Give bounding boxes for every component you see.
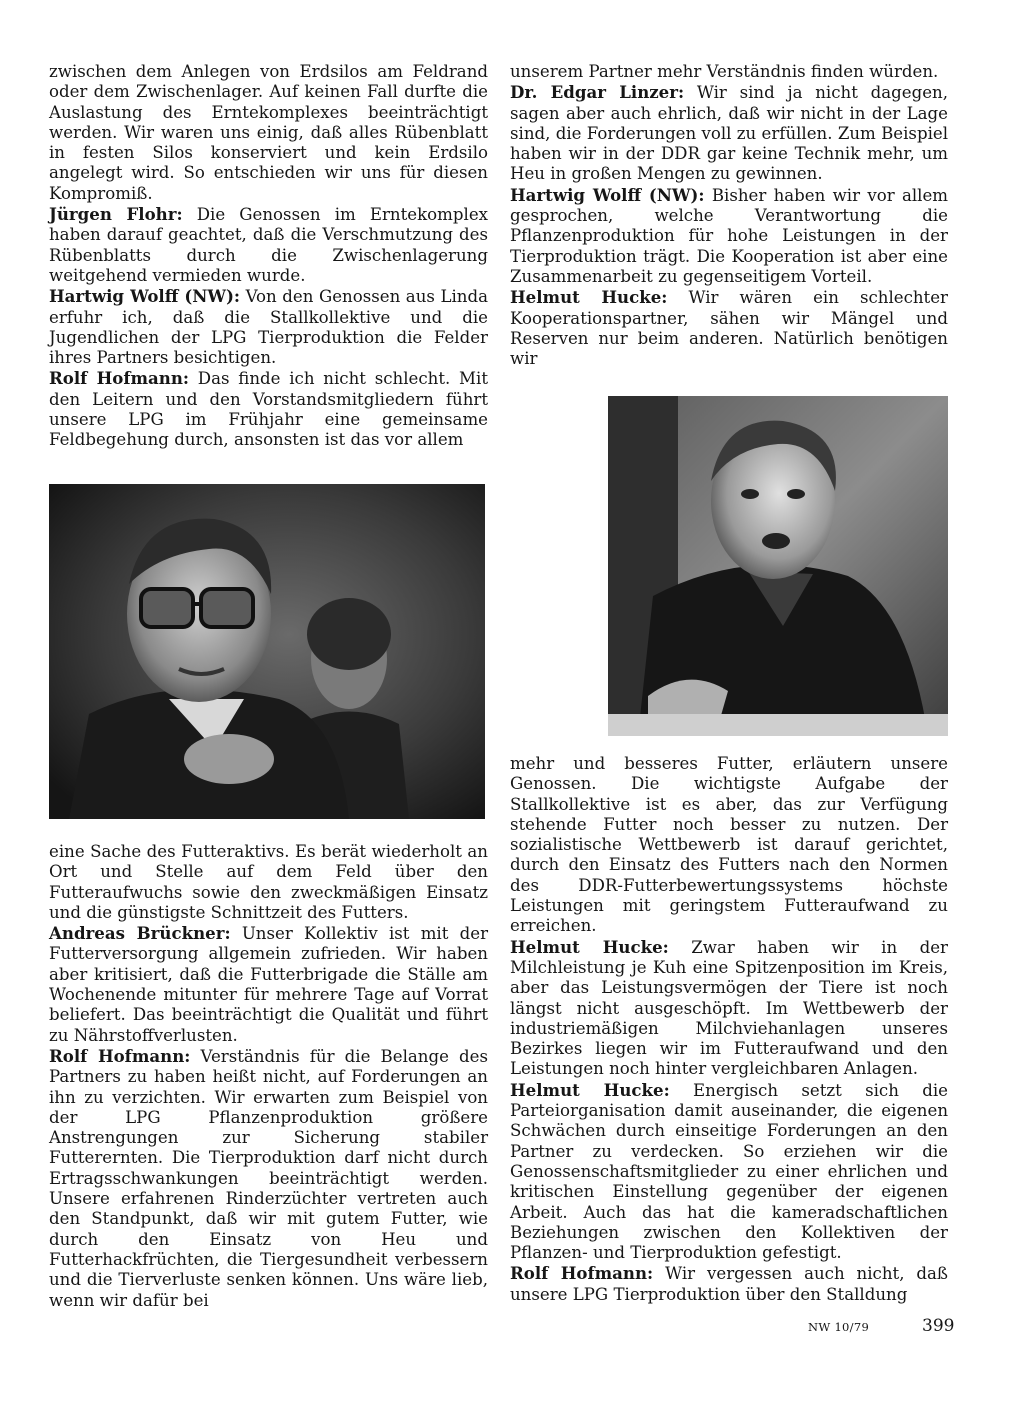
speaker-name: Helmut Hucke:: [510, 936, 669, 957]
paragraph: [510, 754, 948, 937]
paragraph: [49, 1046, 488, 1311]
paragraph-text: Zwar haben wir in der Milchleistung je Kuh eine Spitzenposition im Kreis, aber das Leistungsvermögen der Tiere ist noch längst nicht ausgeschöpft. Im Wettbewerb der industriemäßigen Milchviehanlagen unseres Bezirkes liegen wir im Futteraufwand und den Leistungen noch hinter vergleichbaren Anlagen.: [510, 937, 948, 1079]
paragraph: [49, 368, 488, 450]
paragraph: [49, 62, 488, 204]
left-column-top: [49, 62, 488, 451]
right-column-bottom: [510, 754, 948, 1305]
photo-man-with-glasses: [49, 484, 485, 819]
page-number: 399: [922, 1316, 955, 1336]
paragraph: [510, 287, 948, 369]
paragraph-text: Wir wären ein schlechter Kooperationspartner, sähen wir Mängel und Reserven nur beim anderen. Natürlich benötigen wir: [510, 288, 948, 369]
paragraph-text: Die Genossen im Erntekomplex haben darauf geachtet, daß die Verschmutzung des Rübenblatts durch die Zwischenlagerung weitgehend vermieden wurde.: [49, 205, 488, 285]
paragraph-text: Energisch setzt sich die Parteiorganisation damit auseinander, die eigenen Schwächen durch einseitige Forderungen an den Partner zu verdecken. So erziehen wir die Genossenschaftsmitglieder zu einer ehrlichen und kritischen Einstellung gegenüber der eigenen Arbeit. Auch das hat die kameradschaftlichen Beziehungen zwischen den Kollektiven der Pflanzen- und Tierproduktion gefestigt.: [510, 1080, 948, 1263]
speaker-name: Rolf Hofmann:: [49, 368, 190, 389]
paragraph: [510, 1080, 948, 1264]
paragraph: [49, 842, 488, 923]
speaker-name: Rolf Hofmann:: [49, 1045, 191, 1066]
paragraph: [510, 937, 948, 1080]
speaker-name: Hartwig Wolff (NW):: [49, 286, 241, 307]
speaker-name: Dr. Edgar Linzer:: [510, 82, 685, 103]
paragraph-text: Wir vergessen auch nicht, daß unsere LPG Tierproduktion über den Stalldung: [510, 1264, 949, 1304]
paragraph: [49, 204, 488, 286]
photo-man-speaking: [608, 396, 948, 736]
paragraph-text: Unser Kollektiv ist mit der Futterversorgung allgemein zufrieden. Wir haben aber kritisiert, daß die Futterbrigade die Ställe am Wochenende mitunter für mehrere Tage auf Vorrat beliefert. Das beeinträchtigt die Qualität und führt zu Nährstoffverlusten.: [49, 924, 489, 1045]
right-column-top: [510, 62, 948, 369]
speaker-name: Helmut Hucke:: [510, 1079, 670, 1100]
speaker-name: Jürgen Flohr:: [49, 204, 183, 225]
paragraph: [510, 1263, 948, 1305]
paragraph: [49, 923, 488, 1046]
photo-man-with-glasses-image: [49, 484, 485, 819]
paragraph-text: unserem Partner mehr Verständnis finden würden.: [510, 62, 939, 81]
left-column-bottom: [49, 842, 488, 1311]
paragraph-text: mehr und besseres Futter, erläutern unsere Genossen. Die wichtigste Aufgabe der Stallkollektive ist es aber, das zur Verfügung stehende Futter noch besser zu nutzen. Der sozialistische Wettbewerb ist darauf gerichtet, durch den Einsatz des Futters nach den Normen des DDR-Futterbewertungssystems höchste Leistungen mit geringstem Futteraufwand zu erreichen.: [510, 754, 948, 936]
speaker-name: Helmut Hucke:: [510, 287, 668, 308]
paragraph-text: Von den Genossen aus Linda erfuhr ich, daß die Stallkollektive und die Jugendlichen der LPG Tierproduktion die Felder ihres Partners besichtigen.: [49, 287, 488, 368]
paragraph: [510, 82, 948, 184]
speaker-name: Andreas Brückner:: [49, 923, 231, 944]
paragraph: [510, 62, 948, 82]
journal-issue: NW 10/79: [808, 1320, 870, 1334]
paragraph-text: eine Sache des Futteraktivs. Es berät wiederholt an Ort und Stelle auf dem Feld über den Futteraufwuchs sowie den zweckmäßigen Einsatz und die günstigste Schnittzeit des Futters.: [49, 842, 488, 922]
speaker-name: Rolf Hofmann:: [510, 1263, 654, 1284]
speaker-name: Hartwig Wolff (NW):: [510, 184, 705, 205]
paragraph-text: Das finde ich nicht schlecht. Mit den Leitern und den Vorstandsmitgliedern führt unsere LPG im Frühjahr eine gemeinsame Feldbegehung durch, ansonsten ist das vor allem: [49, 369, 488, 450]
photo-man-speaking-image: [608, 396, 948, 736]
paragraph-text: zwischen dem Anlegen von Erdsilos am Feldrand oder dem Zwischenlager. Auf keinen Fall durfte die Auslastung des Erntekomplexes beeinträchtigt werden. Wir waren uns einig, daß alles Rübenblatt in festen Silos konserviert und kein Erdsilo angelegt wird. So entschieden wir uns für diesen Kompromiß.: [49, 62, 488, 203]
paragraph-text: Verständnis für die Belange des Partners zu haben heißt nicht, auf Forderungen an ihn zu verzichten. Wir erwarten zum Beispiel von der LPG Pflanzenproduktion größere Anstrengungen zur Sicherung stabiler Futterernten. Die Tierproduktion darf nicht durch Ertragsschwankungen beeinträchtigt werden. Unsere erfahrenen Rinderzüchter vertreten auch den Standpunkt, daß wir mit gutem Futter, wie durch den Einsatz von Heu und Futterhackfrüchten, die Tiergesundheit verbessern und die Tierverluste senken können. Uns wäre lieb, wenn wir dafür bei: [49, 1046, 488, 1310]
paragraph-text: Wir sind ja nicht dagegen, sagen aber auch ehrlich, daß wir nicht in der Lage sind, die Forderungen voll zu erfüllen. Zum Beispiel haben wir in der DDR gar keine Technik mehr, um Heu in großen Mengen zu gewinnen.: [510, 83, 948, 184]
paragraph: [510, 185, 948, 287]
paragraph: [49, 286, 488, 368]
paragraph-text: Bisher haben wir vor allem gesprochen, welche Verantwortung die Pflanzenproduktion für hohe Leistungen in der Tierproduktion trägt. Die Kooperation ist aber eine Zusammenarbeit zu gegenseitigem Vorteil.: [510, 185, 949, 286]
